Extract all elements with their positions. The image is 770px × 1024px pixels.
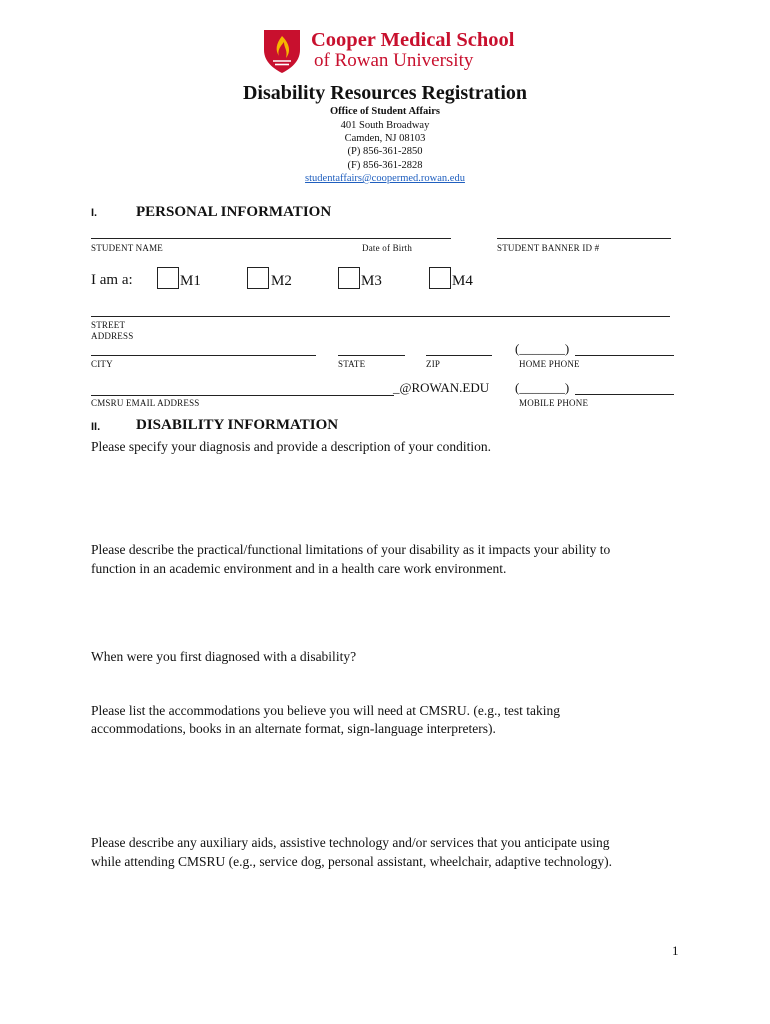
city-line[interactable] <box>91 355 316 356</box>
logo-name-line2: of Rowan University <box>314 50 474 71</box>
office-email-link[interactable]: studentaffairs@coopermed.rowan.edu <box>305 173 465 184</box>
iam-label: I am a: <box>91 272 133 288</box>
m3-checkbox[interactable] <box>338 267 360 289</box>
section-2-numeral: II. <box>91 421 101 433</box>
question-aids-line2: while attending CMSRU (e.g., service dog, personal assistant, wheelchair, adaptive technology). <box>91 854 612 869</box>
m4-checkbox[interactable] <box>429 267 451 289</box>
m1-checkbox[interactable] <box>157 267 179 289</box>
email-label: CMSRU EMAIL ADDRESS <box>91 398 200 408</box>
state-label: STATE <box>338 359 366 369</box>
section-2-title: DISABILITY INFORMATION <box>136 417 339 433</box>
page-title: Disability Resources Registration <box>242 82 528 104</box>
email-line[interactable] <box>91 395 394 396</box>
question-aids-line1: Please describe any auxiliary aids, assistive technology and/or services that you anticipate using <box>91 835 610 850</box>
m1-label: M1 <box>180 273 201 289</box>
banner-id-label: STUDENT BANNER ID # <box>497 243 600 253</box>
office-address-2: Camden, NJ 08103 <box>344 133 426 144</box>
home-phone-prefix: (_______) <box>515 341 570 356</box>
section-1-title: PERSONAL INFORMATION <box>136 204 332 220</box>
section-1-numeral: I. <box>91 207 98 219</box>
student-name-label: STUDENT NAME <box>91 243 163 253</box>
question-limitations-line2: function in an academic environment and in a health care work environment. <box>91 561 507 576</box>
page-number: 1 <box>672 943 679 958</box>
home-phone-line[interactable] <box>575 355 674 356</box>
student-name-line[interactable] <box>91 238 451 239</box>
email-suffix: _@ROWAN.EDU <box>393 380 490 395</box>
zip-line[interactable] <box>426 355 492 356</box>
mobile-phone-label: MOBILE PHONE <box>519 398 589 408</box>
office-phone: (P) 856-361-2850 <box>347 146 423 157</box>
m2-label: M2 <box>271 273 292 289</box>
question-accommodations-line1: Please list the accommodations you believe you will need at CMSRU. (e.g., test taking <box>91 703 561 718</box>
m3-label: M3 <box>361 273 382 289</box>
question-accommodations-line2: accommodations, books in an alternate format, sign-language interpreters). <box>91 721 496 736</box>
mobile-phone-line[interactable] <box>575 394 674 395</box>
m2-checkbox[interactable] <box>247 267 269 289</box>
office-address-1: 401 South Broadway <box>340 120 430 131</box>
question-first-diagnosed: When were you first diagnosed with a disability? <box>91 649 357 664</box>
office-fax: (F) 856-361-2828 <box>347 160 423 171</box>
question-limitations-line1: Please describe the practical/functional limitations of your disability as it impacts your ability to <box>91 542 611 557</box>
dob-label: Date of Birth <box>362 243 413 253</box>
zip-label: ZIP <box>426 359 441 369</box>
cmsru-shield-icon <box>262 28 302 74</box>
office-name: Office of Student Affairs <box>330 106 440 117</box>
street-address-line[interactable] <box>91 316 670 317</box>
question-diagnosis: Please specify your diagnosis and provide a description of your condition. <box>91 439 492 454</box>
home-phone-label: HOME PHONE <box>519 359 580 369</box>
street-label-2: ADDRESS <box>91 331 134 341</box>
banner-id-line[interactable] <box>497 238 671 239</box>
logo <box>262 28 515 76</box>
state-line[interactable] <box>338 355 405 356</box>
m4-label: M4 <box>452 273 473 289</box>
logo-name-line1: Cooper Medical School <box>311 29 515 51</box>
mobile-phone-prefix: (_______) <box>515 380 570 395</box>
city-label: CITY <box>91 359 113 369</box>
street-label-1: STREET <box>91 320 126 330</box>
